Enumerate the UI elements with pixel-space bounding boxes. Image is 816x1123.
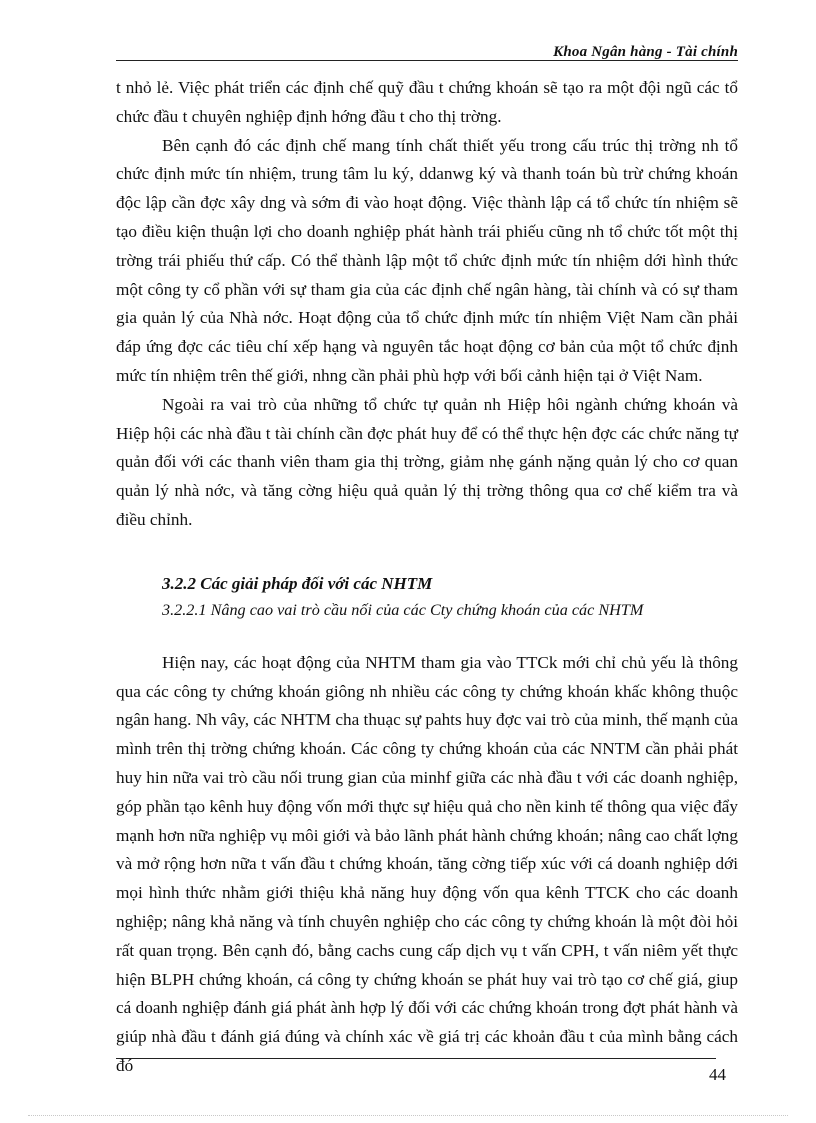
spacer: [116, 623, 738, 649]
section-heading: 3.2.2 Các giải pháp đối với các NHTM: [162, 573, 433, 593]
page-body: [116, 74, 738, 1081]
paragraph-nhtm-securities: Hiện nay, các hoạt động của NHTM tham gia vào TTCk mới chỉ chủ yếu là thông qua các công ty chứng khoán giông nh nhiều các công ty chứng khoán khấc không thuộc ngân hang. Nh vây, các NHTM cha thuạc sự pahts huy đợc vai trò của minh, thế mạnh của mình trên thị trờng chứng khoán. Các công ty chứng khoán của các NNTM cần phải phát huy hin nữa vai trò cầu nối trung gian của minhf giữa các nhà đầu t với các doanh nghiệp, góp phần tạo kênh huy động vốn mới thực sự hiệu quả cho nền kinh tế thông qua việc đẩy mạnh hơn nữa nghiệp vụ môi giới và bảo lãnh phát hành chứng khoán; nâng cao chất lợng và mở rộng hơn nữa t vấn đầu t chứng khoán, tăng cờng tiếp xúc với cá doanh nghiệp dới mọi hình thức nhằm giới thiệu khả năng huy động vốn qua kênh TTCK cho các doanh nghiệp; nâng khả năng và tính chuyên nghiệp cho các công ty chứng khoán là một đòi hỏi rất quan trọng. Bên cạnh đó, bằng cachs cung cấp dịch vụ t vấn CPH, t vấn niêm yết thực hiện BLPH chứng khoán, cá công ty chứng khoán se phát huy vai trò tạo cơ chế giá, giup cá doanh nghiệp đánh giá phát ành hợp lý đối với các chứng khoán trong đợt phát hành và giúp nhà đầu t đánh giá đúng và chính xác về giá trị các khoản đầu t của mình bằng cách đó: [116, 652, 739, 1075]
page-number: 44: [709, 1065, 726, 1084]
header-rule: [116, 60, 738, 61]
paragraph-continuation: t nhỏ lẻ. Việc phát triển các định chế quỹ đầu t chứng khoán sẽ tạo ra một đội ngũ các tổ chức đầu t chuyên nghiệp định hớng đầu t cho thị trờng.: [116, 78, 738, 126]
page-edge-dotted-line: [28, 1115, 788, 1116]
footer-rule: [116, 1058, 716, 1059]
subsection-heading: 3.2.2.1 Nâng cao vai trò cầu nối của các Cty chứng khoán của các NHTM: [162, 600, 644, 619]
paragraph-institutions: Bên cạnh đó các định chế mang tính chất thiết yếu trong cấu trúc thị trờng nh tổ chức định mức tín nhiệm, trung tâm lu ký, ddanwg ký và thanh toán bù trừ chứng khoán độc lập cần đợc xây dng và sớm đi vào hoạt động. Việc thành lập cá tổ chức tín nhiệm sẽ tạo điều kiện thuận lợi cho doanh nghiệp phát hành trái phiếu cũng nh tổ chức tốt một thị trờng trái phiếu thứ cấp. Có thể thành lập một tổ chức định mức tín nhiệm dới hình thức một công ty cổ phần với sự tham gia của các định chế ngân hàng, tài chính và có sự tham gia quản lý của Nhà nớc. Hoạt động của tổ chức định mức tín nhiệm Việt Nam cần phải đáp ứng đợc các tiêu chí xếp hạng và nguyên tắc hoạt động cơ bản của một tổ chức định mức tín nhiệm trên thế giới, nhng cần phải phù hợp với bối cảnh hiện tại ở Việt Nam.: [116, 135, 738, 385]
running-header-title: Khoa Ngân hàng - Tài chính: [553, 44, 738, 60]
paragraph-self-regulation: Ngoài ra vai trò của những tổ chức tự quản nh Hiệp hôi ngành chứng khoán và Hiệp hội các nhà đầu t tài chính cần đợc phát huy để có thể thực hện đợc các chức năng tự quản đối với các thanh viên tham gia thị trờng, giảm nhẹ gánh nặng quản lý cho cơ quan quản lý nhà nớc, và tăng cờng hiệu quả quản lý thị trờng thông qua cơ chế kiểm tra và điều chỉnh.: [116, 394, 738, 529]
